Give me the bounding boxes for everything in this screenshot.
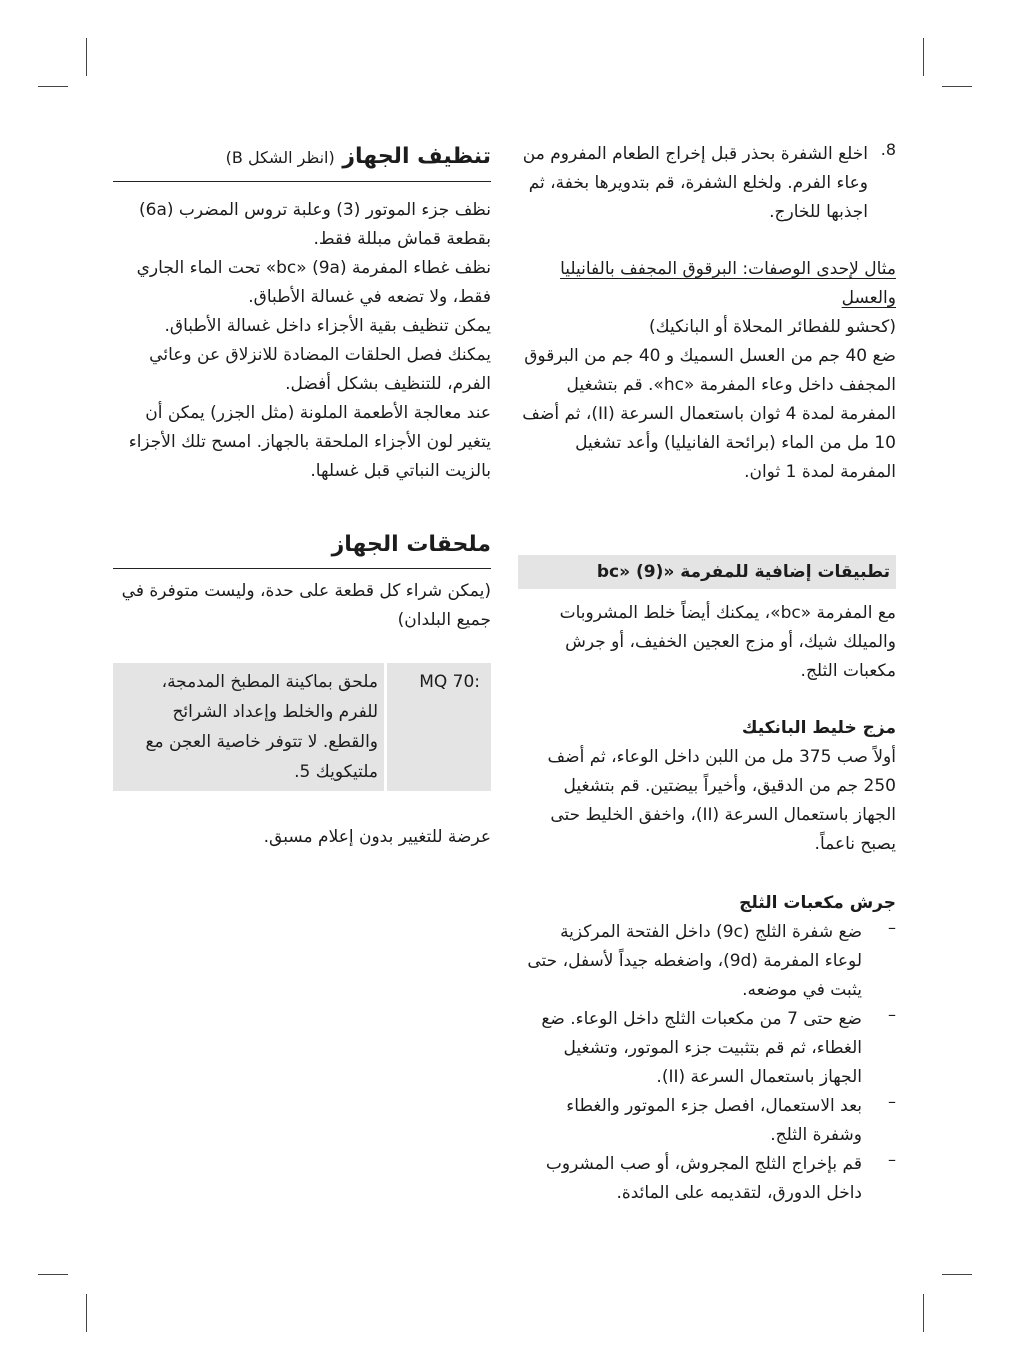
- accessories-note: (يمكن شراء كل قطعة على حدة، وليست متوفرة في جميع البلدان): [121, 581, 491, 630]
- right-column: [518, 140, 896, 1208]
- step-text: اخلع الشفرة بحذر قبل إخراج الطعام المفروم من وعاء الفرم. ولخلع الشفرة، قم بتدويرها بخفة، ثم اجذبها للخارج.: [522, 144, 868, 222]
- dash-bullet: –: [888, 1150, 896, 1169]
- cleaning-paragraph: يمكنك فصل الحلقات المضادة للانزلاق عن وعائي الفرم، للتنظيف بشكل أفضل.: [149, 345, 491, 394]
- ice-step-text: بعد الاستعمال، افصل جزء الموتور والغطاء وشفرة الثلج.: [566, 1096, 862, 1145]
- ice-step: [518, 1092, 896, 1150]
- crop-mark: [38, 1274, 68, 1275]
- ice-step-text: قم بإخراج الثلج المجروش، أو صب المشروب داخل الدورق، لتقديمه على المائدة.: [545, 1154, 862, 1203]
- ice-step-text: ضع حتى 7 من مكعبات الثلج داخل الوعاء. ضع الغطاء، ثم قم بتثبيت جزء الموتور، وتشغيل الجهاز باستعمال السرعة (II).: [541, 1009, 862, 1087]
- ice-step: [518, 1150, 896, 1208]
- applications-heading: تطبيقات إضافية للمفرمة «bc» (9): [518, 555, 896, 589]
- crop-mark: [923, 38, 924, 76]
- crop-mark: [38, 86, 68, 87]
- pancake-body: أولاً صب 375 مل من اللبن داخل الوعاء، ثم أضف 250 جم من الدقيق، وأخيراً بيضتين. قم بتشغيل الجهاز باستعمال السرعة (II)، واخفق الخليط حتى يصبح ناعماً.: [547, 747, 896, 854]
- ice-step: [518, 1005, 896, 1092]
- applications-intro: مع المفرمة «bc»، يمكنك أيضاً خلط المشروبات والميلك شيك، أو مزج العجين الخفيف، أو جرش مكعبات الثلج.: [559, 603, 896, 681]
- cleaning-paragraph: عند معالجة الأطعمة الملونة (مثل الجزر) يمكن أن يتغير لون الأجزاء الملحقة بالجهاز. امسح تلك الأجزاء بالزيت النباتي قبل غسلها.: [128, 403, 491, 481]
- dash-bullet: –: [888, 918, 896, 937]
- step-8: [518, 140, 896, 227]
- crop-mark: [86, 1294, 87, 1332]
- table-row: [113, 663, 491, 791]
- accessory-model: MQ 70:: [384, 663, 491, 791]
- cleaning-paragraph: يمكن تنظيف بقية الأجزاء داخل غسالة الأطباق.: [164, 316, 491, 336]
- ice-step: [518, 918, 896, 1005]
- recipe-body: ضع 40 جم من العسل السميك و 40 جم من البرقوق المجفف داخل وعاء المفرمة «hc». قم بتشغيل المفرمة لمدة 4 ثوان باستعمال السرعة (II)، ثم أضف 10 مل من الماء (برائحة الفانيليا) وأعد تشغيل المفرمة لمدة 1 ثوان.: [522, 346, 896, 482]
- step-number: 8.: [880, 140, 896, 159]
- dash-bullet: –: [888, 1092, 896, 1111]
- footer-note: عرضة للتغيير بدون إعلام مسبق.: [263, 827, 491, 847]
- ice-heading: جرش مكعبات الثلج: [739, 893, 896, 913]
- accessory-description: ملحق بماكينة المطبخ المدمجة، للفرم والخلط وإعداد الشرائح والقطع. لا تتوفر خاصية العجن مع ملتيكويك 5.: [145, 672, 378, 782]
- accessories-table: [113, 663, 491, 791]
- cleaning-heading: [113, 140, 491, 175]
- recipe-note: (كحشو للفطائر المحلاة أو البانكيك): [648, 317, 896, 337]
- pancake-heading: مزج خليط البانكيك: [741, 718, 896, 738]
- crop-mark: [923, 1294, 924, 1332]
- recipe-title: مثال لإحدى الوصفات: البرقوق المجفف بالفانيليا والعسل: [560, 259, 896, 308]
- accessories-heading: ملحقات الجهاز: [331, 532, 491, 557]
- dash-bullet: –: [888, 1005, 896, 1024]
- cleaning-paragraph: نظف جزء الموتور (3) وعلبة تروس المضرب (6a) بقطعة قماش مبللة فقط.: [139, 200, 491, 249]
- crop-mark: [942, 86, 972, 87]
- crop-mark: [86, 38, 87, 76]
- cleaning-paragraph: نظف غطاء المفرمة (9a) «bc» تحت الماء الجاري فقط، ولا تضعه في غسالة الأطباق.: [136, 258, 491, 307]
- cleaning-title: تنظيف الجهاز: [342, 144, 491, 169]
- ice-step-text: ضع شفرة الثلج (9c) داخل الفتحة المركزية لوعاء المفرمة (9d)، واضغطه جيداً لأسفل، حتى يثبت في موضعه.: [527, 922, 862, 1000]
- left-column: [113, 140, 491, 852]
- crop-mark: [942, 1274, 972, 1275]
- cleaning-title-note: (انظر الشكل B): [225, 148, 335, 167]
